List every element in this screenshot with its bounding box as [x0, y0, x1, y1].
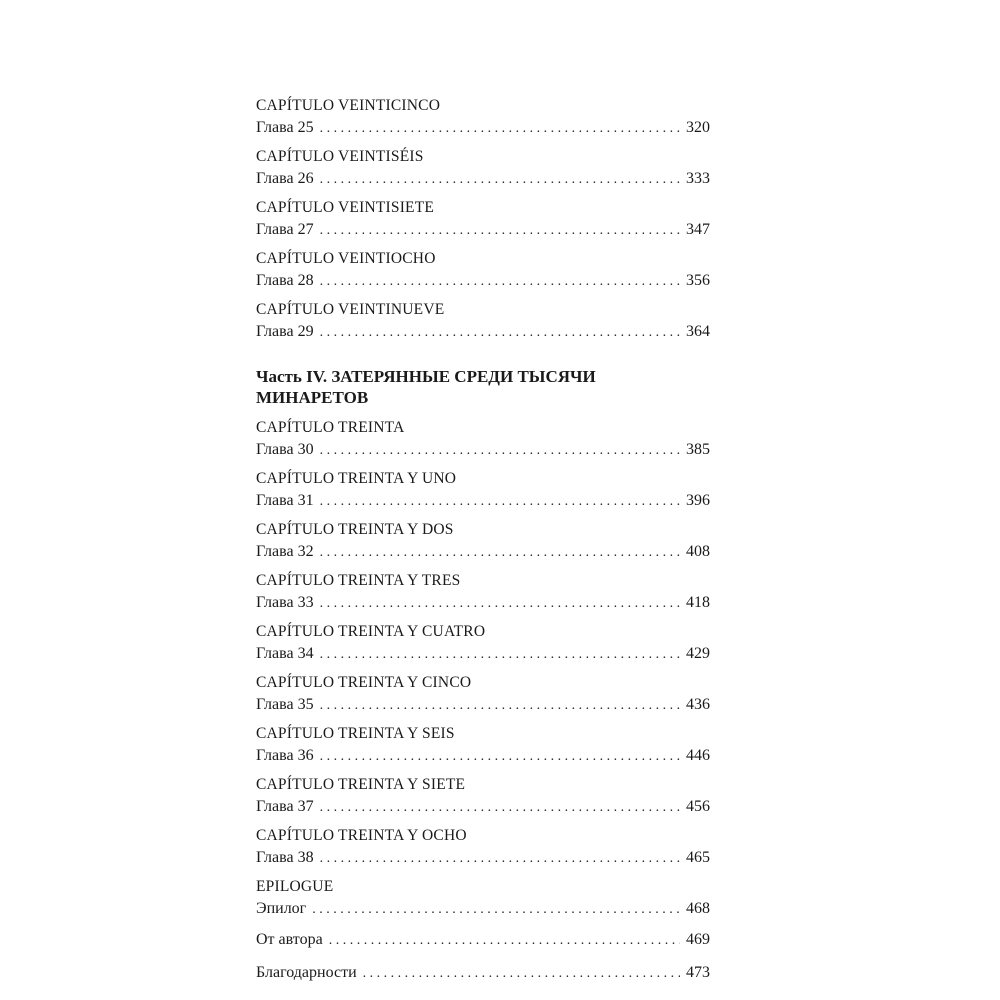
dot-leader — [320, 745, 680, 768]
entry-page-number: 446 — [686, 747, 710, 764]
entry-line — [256, 591, 710, 615]
entry-spanish-title: CAPÍTULO TREINTA — [256, 419, 405, 436]
dot-leader — [312, 898, 680, 921]
entry-spanish-title: CAPÍTULO TREINTA Y SEIS — [256, 725, 455, 742]
entry-spanish-title: CAPÍTULO TREINTA Y DOS — [256, 521, 454, 538]
table-of-contents — [256, 96, 710, 994]
entry-spanish-title: CAPÍTULO VEINTICINCO — [256, 97, 441, 114]
entry-label: Глава 26 — [256, 170, 314, 187]
toc-entry-acknowledgements[interactable] — [256, 961, 710, 985]
entry-page-number: 469 — [686, 931, 710, 948]
entry-page-number: 364 — [686, 323, 710, 340]
entry-spanish-title: EPILOGUE — [256, 878, 334, 895]
entry-label: Глава 33 — [256, 594, 314, 611]
dot-leader — [320, 439, 680, 462]
dot-leader — [320, 643, 680, 666]
entry-page-number: 408 — [686, 543, 710, 560]
entry-line — [256, 961, 710, 985]
part-heading: Часть IV. ЗАТЕРЯННЫЕ СРЕДИ ТЫСЯЧИ МИНАРЕТОВ — [256, 367, 596, 407]
entry-line — [256, 438, 710, 462]
toc-entry[interactable] — [256, 469, 710, 513]
entry-label: Глава 30 — [256, 441, 314, 458]
entry-page-number: 465 — [686, 849, 710, 866]
entry-page-number: 320 — [686, 119, 710, 136]
dot-leader — [320, 694, 680, 717]
dot-leader — [320, 168, 680, 191]
toc-entry[interactable] — [256, 571, 710, 615]
toc-entry[interactable] — [256, 520, 710, 564]
toc-entry[interactable] — [256, 249, 710, 293]
entry-label: Глава 38 — [256, 849, 314, 866]
dot-leader — [329, 929, 680, 952]
entry-line — [256, 928, 710, 952]
toc-entry[interactable] — [256, 826, 710, 870]
entry-label: От автора — [256, 931, 323, 948]
entry-spanish-title: CAPÍTULO TREINTA Y SIETE — [256, 776, 466, 793]
entry-label: Глава 25 — [256, 119, 314, 136]
entry-spanish-title: CAPÍTULO VEINTINUEVE — [256, 301, 445, 318]
entry-label: Благодарности — [256, 964, 357, 981]
entry-line — [256, 320, 710, 344]
entry-page-number: 356 — [686, 272, 710, 289]
entry-page-number: 429 — [686, 645, 710, 662]
entry-spanish-title: CAPÍTULO TREINTA Y TRES — [256, 572, 461, 589]
dot-leader — [320, 321, 680, 344]
entry-label: Эпилог — [256, 900, 307, 917]
entry-line — [256, 642, 710, 666]
toc-entry[interactable] — [256, 96, 710, 140]
dot-leader — [320, 117, 680, 140]
entry-line — [256, 795, 710, 819]
toc-entry[interactable] — [256, 724, 710, 768]
entry-page-number: 468 — [686, 900, 710, 917]
entry-page-number: 347 — [686, 221, 710, 238]
entry-page-number: 418 — [686, 594, 710, 611]
entry-line — [256, 540, 710, 564]
entry-label: Глава 31 — [256, 492, 314, 509]
dot-leader — [320, 847, 680, 870]
entry-label: Глава 27 — [256, 221, 314, 238]
entry-line — [256, 846, 710, 870]
entry-spanish-title: CAPÍTULO TREINTA Y OCHO — [256, 827, 467, 844]
entry-page-number: 396 — [686, 492, 710, 509]
entry-line — [256, 693, 710, 717]
entry-line — [256, 167, 710, 191]
entry-label: Глава 35 — [256, 696, 314, 713]
dot-leader — [320, 541, 680, 564]
entry-page-number: 385 — [686, 441, 710, 458]
entry-spanish-title: CAPÍTULO VEINTIOCHO — [256, 250, 436, 267]
entry-label: Глава 28 — [256, 272, 314, 289]
toc-entry[interactable] — [256, 418, 710, 462]
entry-line — [256, 218, 710, 242]
entry-line — [256, 897, 710, 921]
entry-label: Глава 29 — [256, 323, 314, 340]
dot-leader — [320, 796, 680, 819]
dot-leader — [363, 962, 680, 985]
entry-spanish-title: CAPÍTULO TREINTA Y CUATRO — [256, 623, 486, 640]
entry-label: Глава 34 — [256, 645, 314, 662]
toc-entry[interactable] — [256, 147, 710, 191]
toc-entry-author-note[interactable] — [256, 928, 710, 952]
entry-line — [256, 269, 710, 293]
dot-leader — [320, 490, 680, 513]
entry-spanish-title: CAPÍTULO VEINTISÉIS — [256, 148, 424, 165]
entry-line — [256, 489, 710, 513]
entry-label: Глава 36 — [256, 747, 314, 764]
entry-page-number: 456 — [686, 798, 710, 815]
entry-page-number: 473 — [686, 964, 710, 981]
toc-entry[interactable] — [256, 775, 710, 819]
toc-entry[interactable] — [256, 300, 710, 344]
entry-line — [256, 744, 710, 768]
entry-page-number: 436 — [686, 696, 710, 713]
toc-entry[interactable] — [256, 877, 710, 921]
dot-leader — [320, 270, 680, 293]
dot-leader — [320, 592, 680, 615]
entry-page-number: 333 — [686, 170, 710, 187]
entry-spanish-title: CAPÍTULO TREINTA Y UNO — [256, 470, 457, 487]
entry-line — [256, 116, 710, 140]
toc-entry[interactable] — [256, 622, 710, 666]
entry-spanish-title: CAPÍTULO VEINTISIETE — [256, 199, 435, 216]
dot-leader — [320, 219, 680, 242]
toc-entry[interactable] — [256, 673, 710, 717]
entry-label: Глава 32 — [256, 543, 314, 560]
entry-label: Глава 37 — [256, 798, 314, 815]
entry-spanish-title: CAPÍTULO TREINTA Y CINCO — [256, 674, 472, 691]
toc-entry[interactable] — [256, 198, 710, 242]
